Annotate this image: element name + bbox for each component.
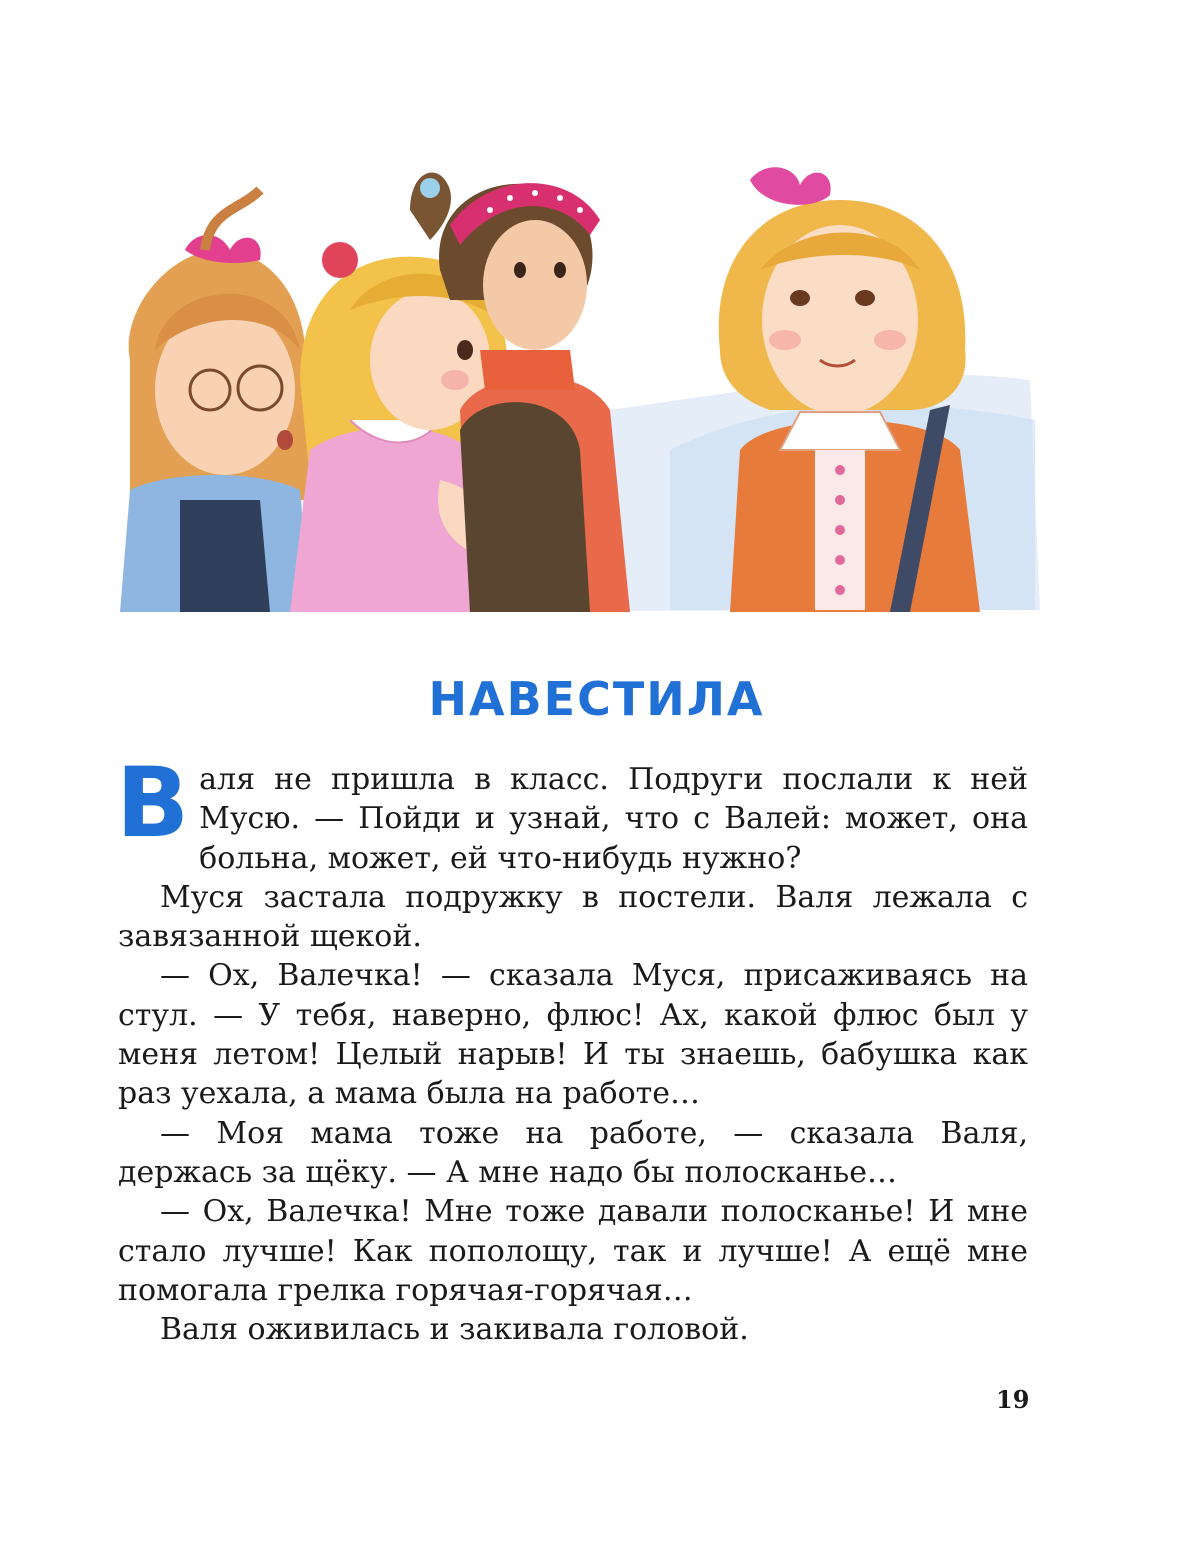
illustration-four-girls bbox=[110, 150, 1045, 620]
paragraph-6: Валя оживилась и закивала головой. bbox=[160, 1312, 749, 1348]
drop-cap: В bbox=[116, 747, 190, 859]
story-text bbox=[116, 747, 1028, 1349]
paragraph-2: Муся застала подружку в постели. Валя лежала с завязанной щекой. bbox=[118, 879, 1028, 955]
paragraph-1 bbox=[116, 747, 1028, 878]
page-title: НАВЕСТИЛА bbox=[428, 672, 765, 726]
girl-with-glasses bbox=[120, 190, 310, 612]
paragraph-1-text: аля не пришла в класс. Подруги послали к ней Мусю. — Пойди и узнай, что с Валей: может, она больна, может, ей что-нибудь нужно? bbox=[199, 762, 1028, 876]
paragraph-5: — Ох, Валечка! Мне тоже давали полосканье! И мне стало лучше! Как пополощу, так и лучше! А ещё мне помогала грелка горячая-горячая… bbox=[118, 1194, 1028, 1308]
illustration-svg bbox=[110, 150, 1045, 620]
paragraph-4: — Моя мама тоже на работе, — сказала Валя, держась за щёку. — А мне надо бы полосканье… bbox=[118, 1115, 1028, 1190]
paragraph-3: — Ох, Валечка! — сказала Муся, присаживаясь на стул. — У тебя, наверно, флюс! Ах, какой флюс был у меня летом! Целый нарыв! И ты знаешь, бабушка как раз уехала, а мама была на работе… bbox=[118, 958, 1028, 1112]
girl-in-orange-dress bbox=[719, 167, 980, 612]
page-number: 19 bbox=[996, 1385, 1030, 1414]
